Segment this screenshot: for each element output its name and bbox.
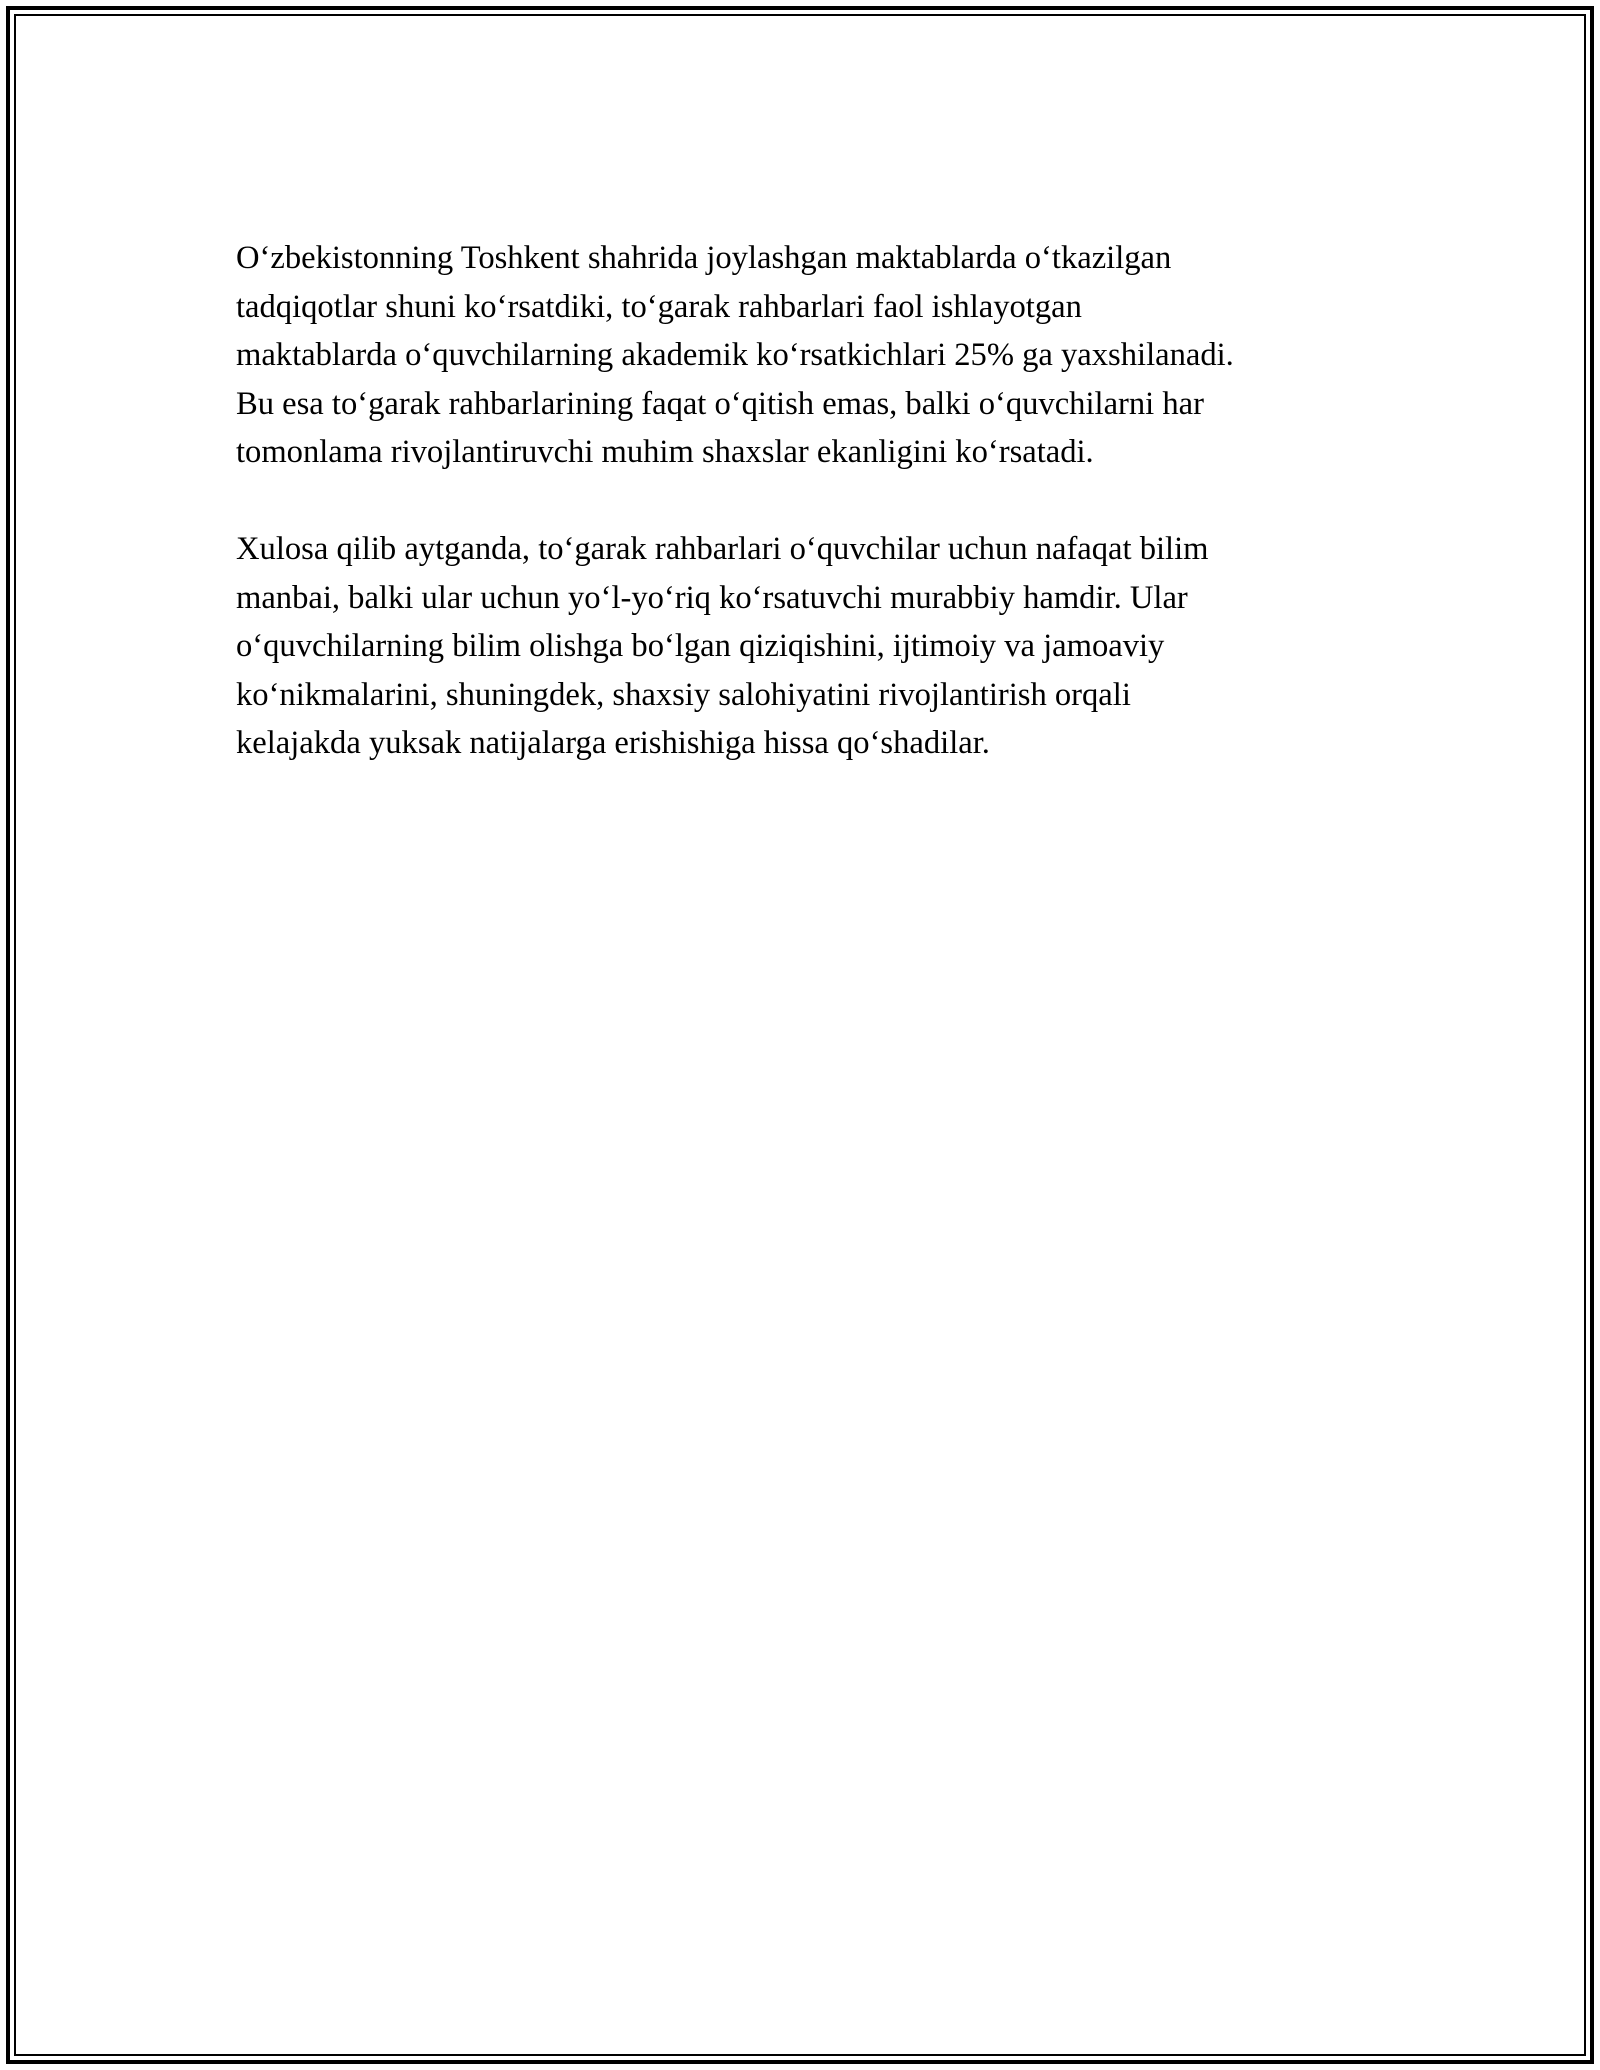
paragraph-research-findings (236, 234, 1376, 477)
document-body (236, 234, 1376, 768)
text-line: Xulosa qilib aytganda, to‘garak rahbarlari o‘quvchilar uchun nafaqat bilim (236, 531, 1209, 567)
text-line: Bu esa to‘garak rahbarlarining faqat o‘qitish emas, balki o‘quvchilarni har (236, 385, 1204, 422)
text-line: manbai, balki ular uchun yo‘l-yo‘riq ko‘rsatuvchi murabbiy hamdir. Ular (236, 579, 1188, 616)
text-line: kelajakda yuksak natijalarga erishishiga hissa qo‘shadilar. (236, 725, 990, 761)
text-line: O‘zbekistonning Toshkent shahrida joylashgan maktablarda o‘tkazilgan (236, 240, 1172, 276)
text-line: ko‘nikmalarini, shuningdek, shaxsiy salohiyatini rivojlantirish orqali (236, 676, 1131, 713)
text-line: tadqiqotlar shuni ko‘rsatdiki, to‘garak rahbarlari faol ishlayotgan (236, 288, 1082, 325)
paragraph-conclusion (236, 525, 1376, 768)
text-line: tomonlama rivojlantiruvchi muhim shaxslar ekanligini ko‘rsatadi. (236, 434, 1094, 470)
text-line: o‘quvchilarning bilim olishga bo‘lgan qiziqishini, ijtimoiy va jamoaviy (236, 628, 1165, 664)
text-line: maktablarda o‘quvchilarning akademik ko‘rsatkichlari 25% ga yaxshilanadi. (236, 337, 1234, 373)
